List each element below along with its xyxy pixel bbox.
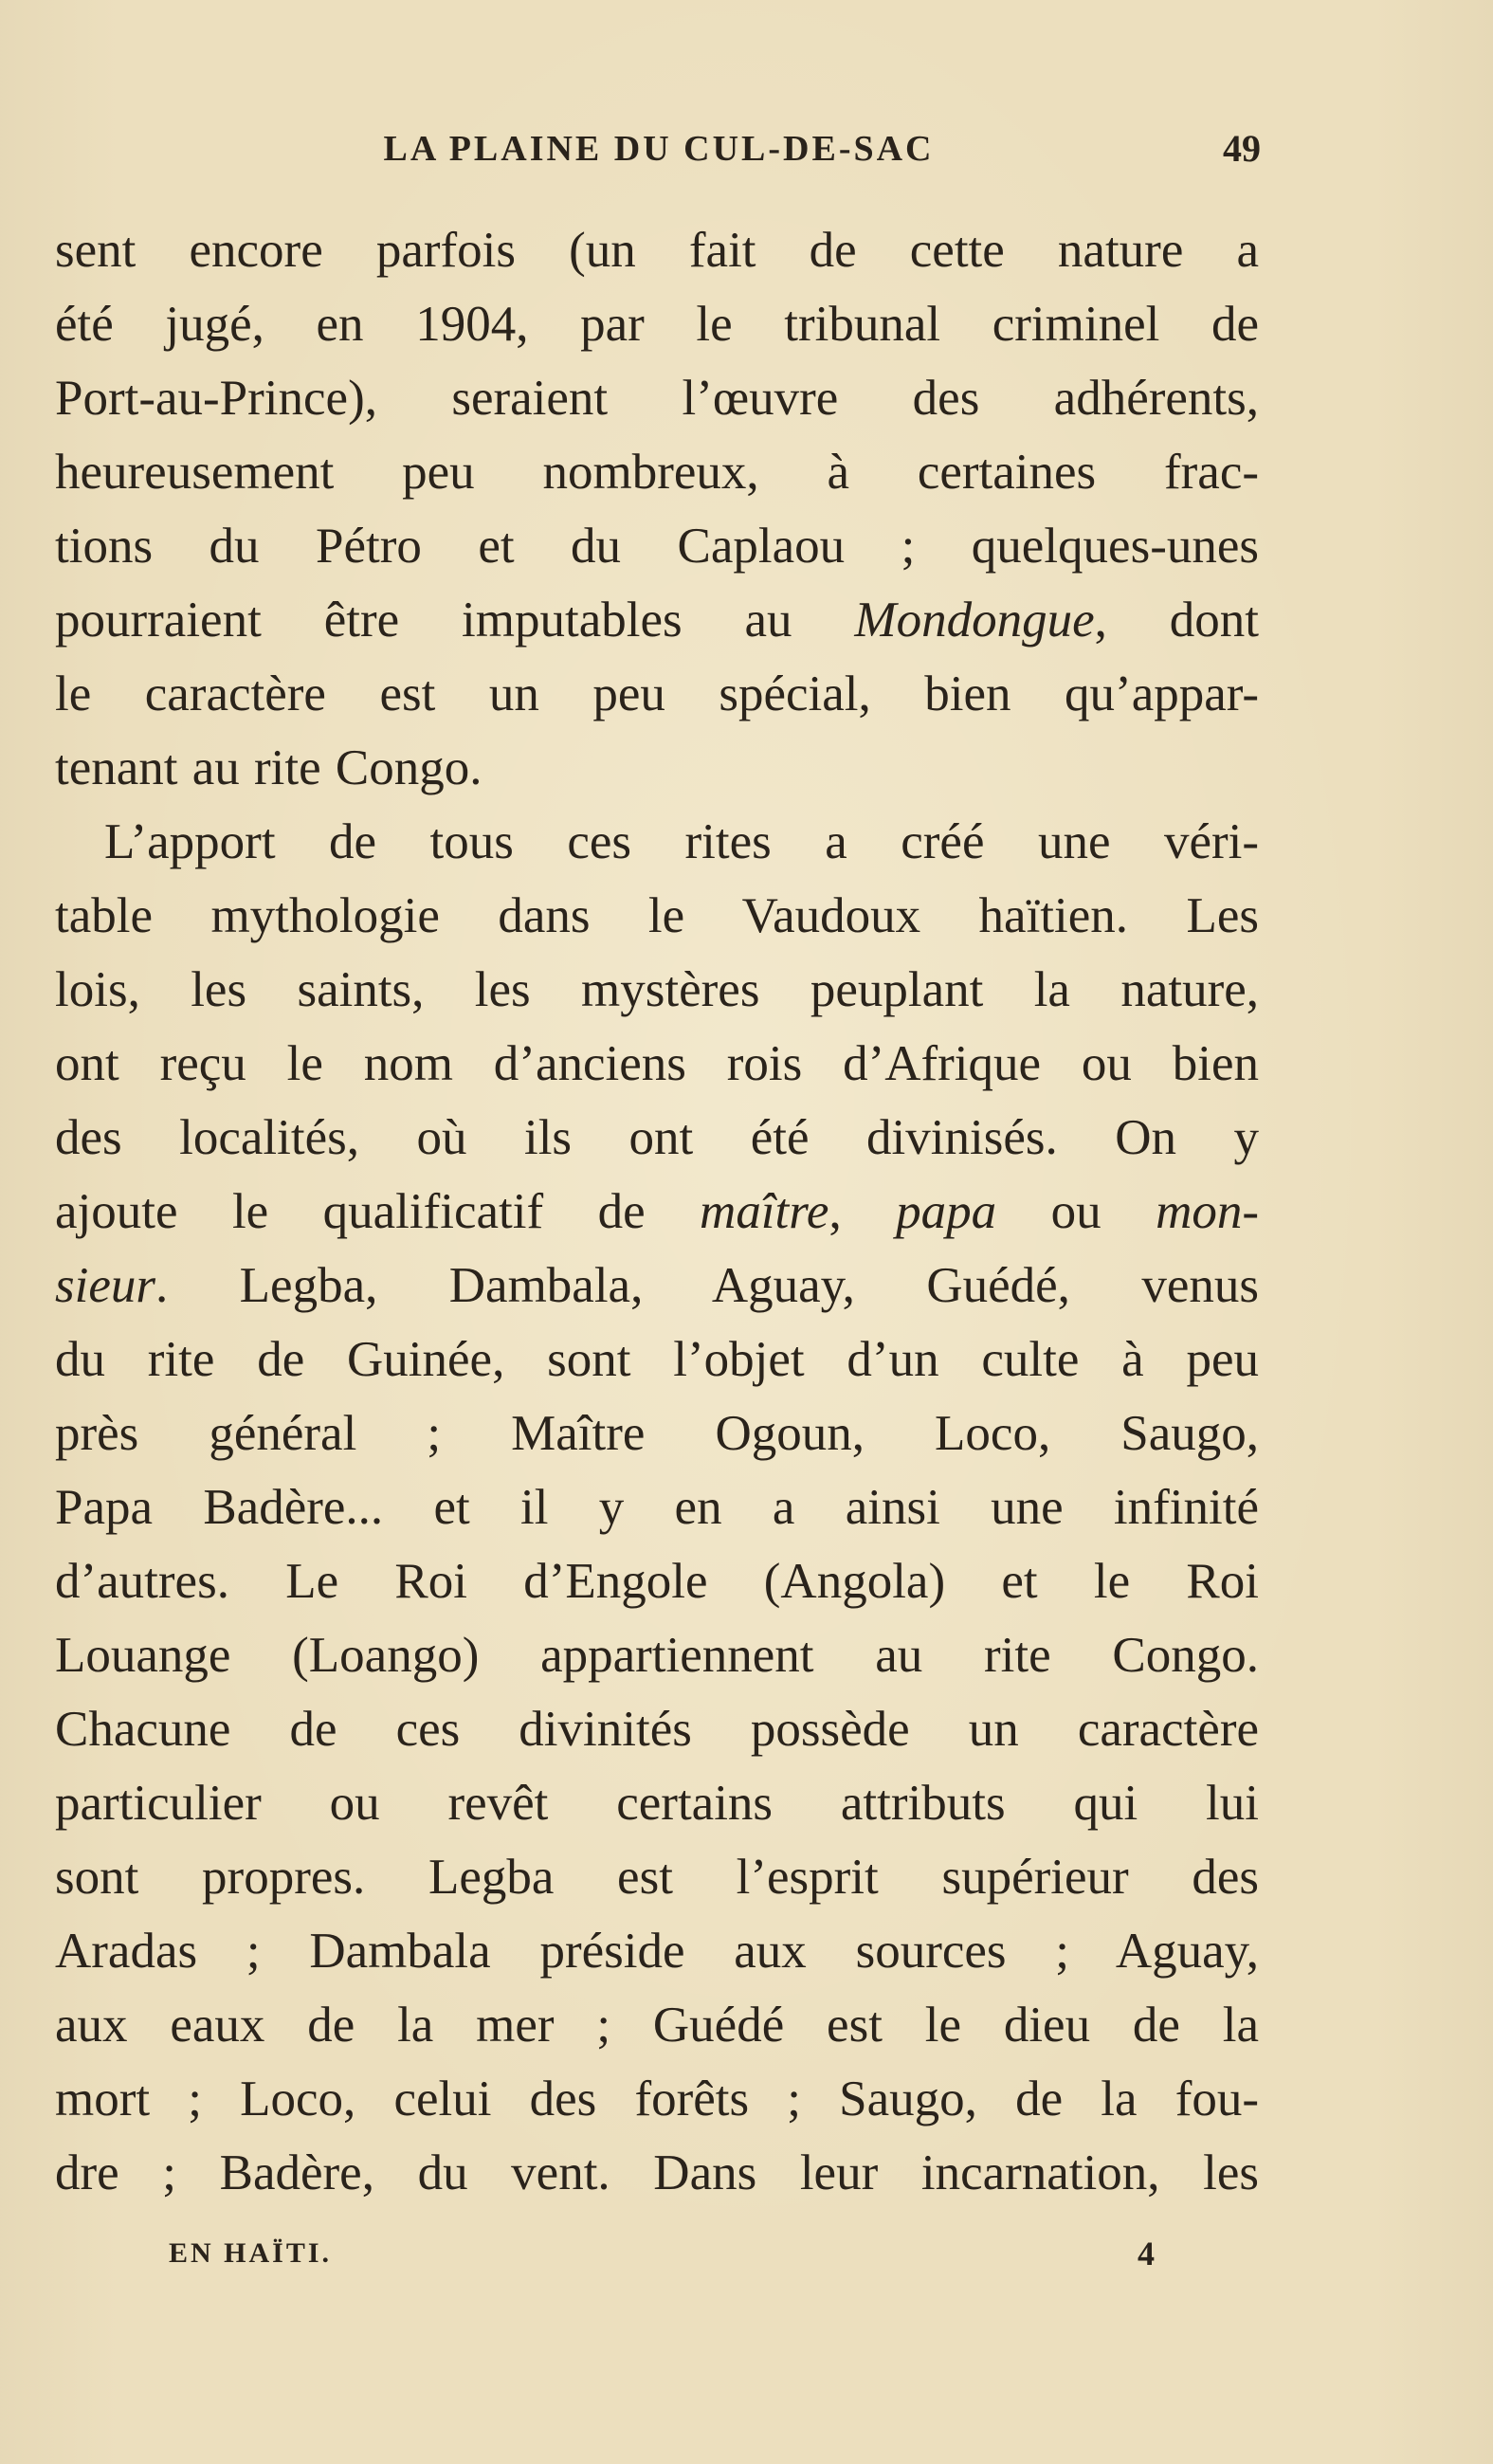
page-footer [169,2230,1155,2277]
text-line: des localités, où ils ont été divinisés. On y [55,1110,1259,1165]
text-line: le caractère est un peu spécial, bien qu’appar- [55,666,1259,721]
text-line: du rite de Guinée, sont l’objet d’un culte à peu [55,1332,1259,1387]
text-line: dre ; Badère, du vent. Dans leur incarnation, les [55,2145,1259,2200]
text-line: table mythologie dans le Vaudoux haïtien. Les [55,888,1259,943]
text-segment: , [828,1184,897,1239]
text-line: Chacune de ces divinités possède un caractère [55,1702,1259,1757]
text-line [55,1175,1259,1249]
text-line: été jugé, en 1904, par le tribunal criminel de [55,297,1259,352]
text-line: Aradas ; Dambala préside aux sources ; Aguay, [55,1924,1259,1979]
italic-term: mon- [1156,1184,1259,1239]
text-line [55,1249,1259,1323]
running-head [57,125,1261,173]
body-text [55,213,1259,2210]
text-line: ont reçu le nom d’anciens rois d’Afrique ou bien [55,1036,1259,1091]
page-number: 49 [1223,127,1261,170]
text-line: sont propres. Legba est l’esprit supérieur des [55,1850,1259,1905]
signature-number: 4 [1138,2235,1155,2272]
text-line: heureusement peu nombreux, à certaines frac- [55,445,1259,500]
paragraph-end-line: tenant au rite Congo. [55,740,482,795]
italic-term: Mondongue [854,593,1095,648]
paragraph-start-line: L’apport de tous ces rites a créé une véri- [104,814,1259,869]
italic-term: maître [700,1184,829,1239]
text-line: tions du Pétro et du Caplaou ; quelques-unes [55,519,1259,574]
italic-term: sieur [55,1258,155,1313]
text-line: mort ; Loco, celui des forêts ; Saugo, de la fou- [55,2072,1259,2126]
text-line: d’autres. Le Roi d’Engole (Angola) et le Roi [55,1554,1259,1609]
text-segment: ou [996,1184,1156,1239]
text-segment: . Legba, Dambala, Aguay, Guédé, venus [155,1258,1259,1313]
text-line: lois, les saints, les mystères peuplant la nature, [55,962,1259,1017]
text-line: Port-au-Prince), seraient l’œuvre des adhérents, [55,371,1259,426]
text-line: aux eaux de la mer ; Guédé est le dieu de la [55,1998,1259,2053]
text-segment: pourraient être imputables au [55,593,855,648]
italic-term: papa [896,1184,997,1239]
text-line: Louange (Loango) appartiennent au rite Congo. [55,1628,1259,1683]
text-segment: , dont [1094,593,1259,648]
text-segment: ajoute le qualificatif de [55,1184,701,1239]
text-line: particulier ou revêt certains attributs qui lui [55,1776,1259,1831]
text-line: près général ; Maître Ogoun, Loco, Saugo, [55,1406,1259,1461]
signature-mark: EN HAÏTI. [169,2237,333,2269]
text-line: sent encore parfois (un fait de cette nature a [55,223,1259,278]
text-line: Papa Badère... et il y en a ainsi une infinité [55,1480,1259,1535]
running-title: LA PLAINE DU CUL-DE-SAC [383,129,935,169]
text-line [55,583,1259,657]
